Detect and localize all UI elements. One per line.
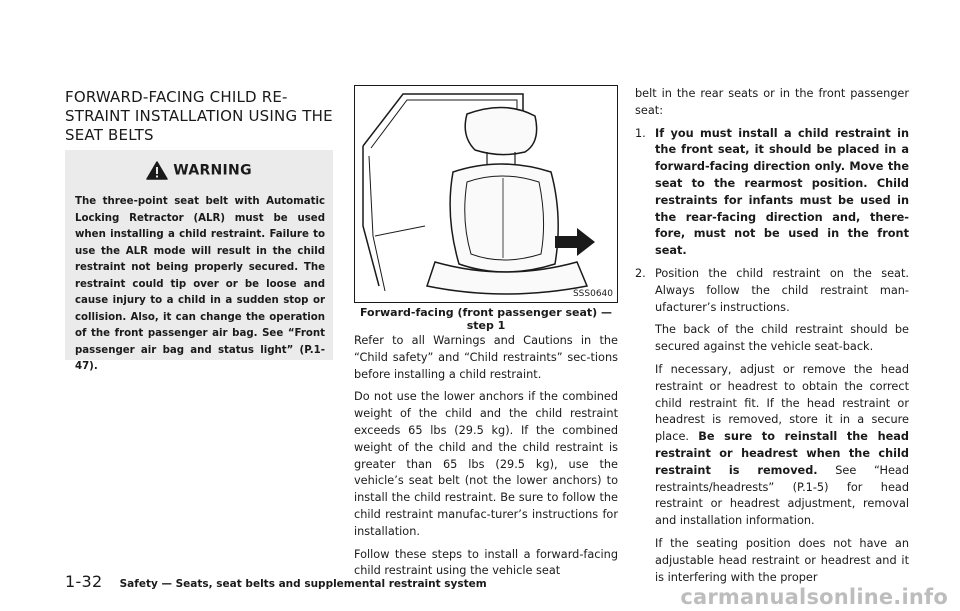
- warning-header: [65, 160, 333, 182]
- figure-caption-line-2: step 1: [466, 319, 506, 332]
- step-2-paragraph-2: The back of the child restraint should be secured against the vehicle seat-back.: [655, 323, 909, 354]
- section-heading: [65, 88, 333, 145]
- step-2-paragraph-3: [655, 362, 909, 530]
- passenger-seat-drawing: [355, 86, 617, 302]
- step-1-number: 1.: [635, 126, 646, 140]
- step-2-paragraph-3-a: If necessary, adjust or remove the head restraint or headrest to obtain the correct child restraint fit. If the head restraint or headrest is removed, store it in a secure place.: [655, 362, 909, 444]
- paragraph-follow-steps: Follow these steps to install a forward-facing child restraint using the vehicle seat: [354, 547, 618, 578]
- heading-line-2: STRAINT INSTALLATION USING THE: [65, 107, 333, 125]
- figure-code: SSS0640: [572, 289, 613, 299]
- step-2-number: 2.: [635, 266, 646, 280]
- heading-line-3: SEAT BELTS: [65, 126, 154, 144]
- page-number: 1-32: [65, 572, 103, 591]
- warning-title: WARNING: [173, 162, 252, 179]
- right-column-text: [635, 86, 909, 592]
- warning-triangle-icon: [146, 161, 168, 180]
- warning-text: The three-point seat belt with Automatic Locking Retractor (ALR) must be used when installing a child restraint. Failure to use the ALR mode will result in the child restraint not being properly secured. The restraint could tip over or be loose and cause injury to a child in a sudden stop or collision. Also, it can change the operation of the front passenger air bag. See “Front passenger air bag and status light” (P.1-47).: [75, 196, 325, 372]
- step-2-paragraph-4: If the seating position does not have an adjustable head restraint or headrest and it is interfering with the proper: [655, 536, 909, 584]
- paragraph-refer-warnings: Refer to all Warnings and Cautions in the “Child safety” and “Child restraints” sec-tions before installing a child restraint.: [354, 334, 618, 381]
- step-1-text: If you must install a child restraint in the front seat, it should be placed in a forward-facing direction only. Move the seat to the rearmost position. Child restraints for infants must be used in the rear-facing direction and, there-fore, must not be used in the front seat.: [655, 126, 909, 258]
- middle-column-text: [354, 333, 618, 586]
- step-1: [635, 126, 909, 260]
- watermark: carmanualsonline.info: [680, 585, 948, 609]
- warning-box: [65, 150, 333, 372]
- heading-line-1: FORWARD-FACING CHILD RE-: [65, 88, 288, 106]
- footer-section-title: Safety — Seats, seat belts and supplemental restraint system: [119, 578, 487, 590]
- step-2-paragraph-1: Position the child restraint on the seat. Always follow the child restraint man-ufacturer’s instructions.: [655, 266, 909, 314]
- page-footer: [65, 572, 487, 591]
- paragraph-lower-anchors: Do not use the lower anchors if the combined weight of the child and the child restraint exceeds 65 lbs (29.5 kg). If the combined weight of the child and the child restraint is greater than 65 lbs (29.5 kg), use the vehicle’s seat belt (not the lower anchors) to install the child restraint. Be sure to follow the child restraint manufac-turer’s instructions for installation.: [354, 390, 618, 538]
- seat-illustration: [354, 85, 618, 303]
- step-2: [635, 266, 909, 586]
- figure-caption: [354, 306, 618, 332]
- step-2-paragraph-3-c: See “Head restraints/headrests” (P.1-5) for head restraint or headrest adjustment, removal and installation information.: [655, 463, 909, 528]
- step-2-paragraph-3-bold: Be sure to reinstall the head restraint or headrest when the child restraint is removed.: [655, 430, 909, 477]
- paragraph-continued: belt in the rear seats or in the front passenger seat:: [635, 87, 909, 117]
- figure-caption-line-1: Forward-facing (front passenger seat) —: [359, 306, 613, 319]
